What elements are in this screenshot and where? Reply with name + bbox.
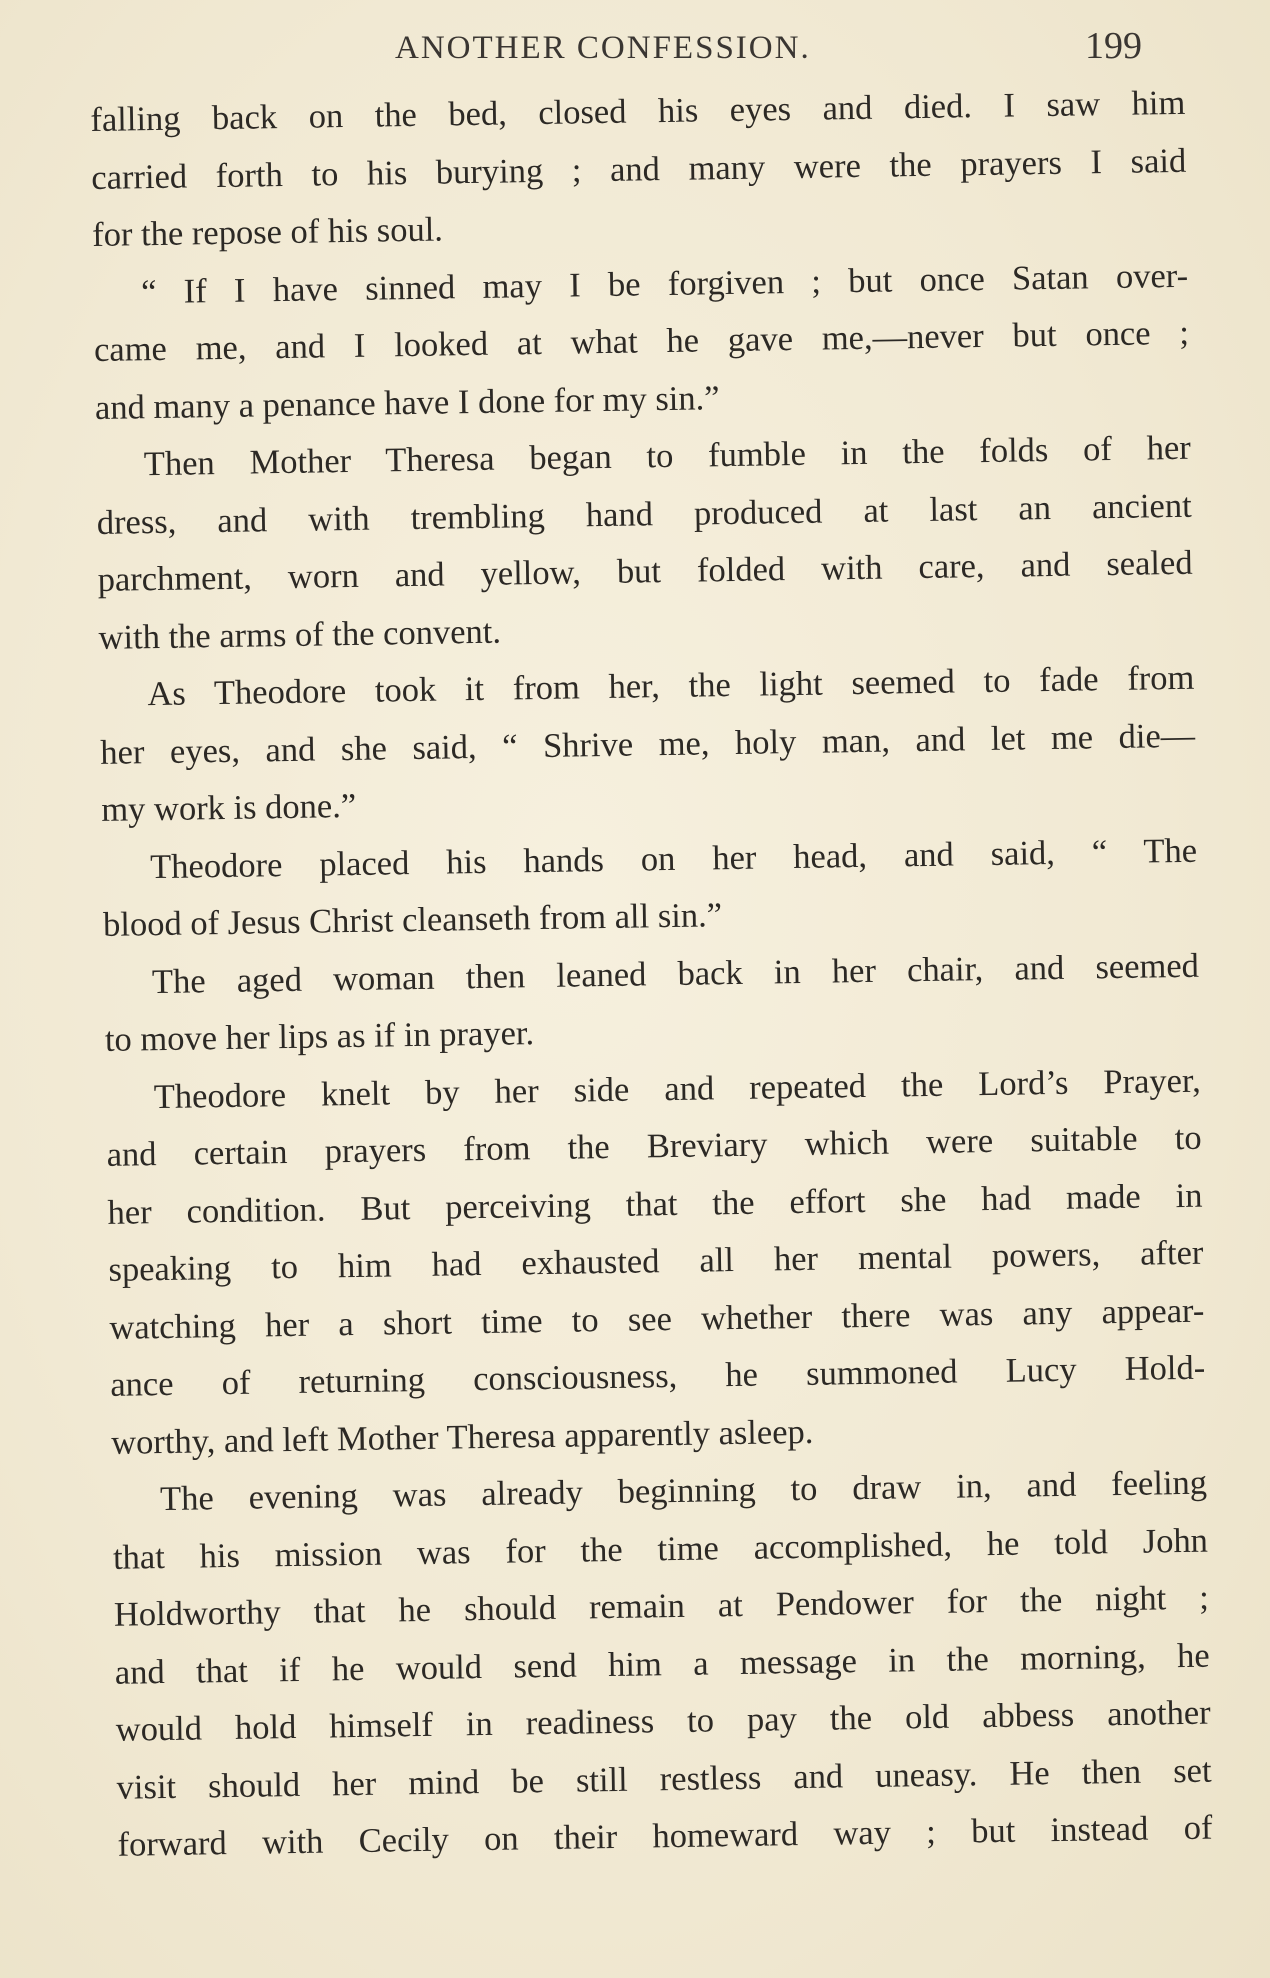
text-line: worthy, and left Mother Theresa apparently asleep.	[110, 1412, 814, 1462]
body-text	[90, 75, 1213, 1874]
text-line: and many a penance have I done for my sin.”	[94, 378, 720, 427]
text-line: my work is done.”	[100, 786, 357, 829]
text-line: blood of Jesus Christ cleanseth from all sin.”	[102, 896, 723, 944]
text-line: with the arms of the convent.	[98, 612, 502, 657]
text-line: speaking to him had exhausted all her mental powers, after	[108, 1233, 1204, 1289]
text-line: ance of returning consciousness, he summoned Lucy Hold-	[110, 1348, 1206, 1404]
text-line: and that if he would send him a message in the morning, he	[114, 1636, 1210, 1692]
text-line: falling back on the bed, closed his eyes and died. I saw him	[90, 83, 1186, 139]
page-number: 199	[1085, 25, 1142, 67]
text-line: “ If I have sinned may I be forgiven ; but once Satan over-	[140, 256, 1189, 311]
text-line: As Theodore took it from her, the light seemed to fade from	[147, 658, 1195, 714]
text-line: parchment, worn and yellow, but folded with care, and sealed	[97, 543, 1193, 599]
running-head: ANOTHER CONFESSION.	[395, 30, 811, 66]
text-line: her eyes, and she said, “ Shrive me, holy man, and let me die—	[100, 716, 1196, 772]
text-line: would hold himself in readiness to pay the old abbess another	[115, 1693, 1211, 1749]
text-line: her condition. But perceiving that the effort she had made in	[107, 1176, 1203, 1232]
text-line: Theodore placed his hands on her head, and said, “ The	[149, 831, 1198, 886]
text-line: and certain prayers from the Breviary which were suitable to	[106, 1118, 1202, 1174]
page-header	[0, 24, 1270, 74]
text-line: The evening was already beginning to draw in, and feeling	[159, 1463, 1208, 1519]
text-line: to move her lips as if in prayer.	[104, 1014, 535, 1059]
text-line: visit should her mind be still restless and uneasy. He then set	[116, 1751, 1212, 1807]
text-line: Then Mother Theresa began to fumble in the folds of her	[143, 428, 1192, 484]
text-line: carried forth to his burying ; and many were the prayers I said	[91, 141, 1187, 197]
text-line: The aged woman then leaned back in her chair, and seemed	[151, 946, 1200, 1001]
text-line: Holdworthy that he should remain at Pendower for the night ;	[113, 1578, 1210, 1634]
text-line: dress, and with trembling hand produced at last an ancient	[96, 486, 1192, 542]
text-line: came me, and I looked at what he gave me,—never but once ;	[93, 313, 1190, 369]
text-line: that his mission was for the time accomplished, he told John	[112, 1521, 1209, 1577]
text-line: for the repose of his soul.	[91, 210, 444, 254]
text-line: forward with Cecily on their homeward way ; but instead of	[117, 1808, 1213, 1864]
text-line: Theodore knelt by her side and repeated the Lord’s Prayer,	[153, 1061, 1201, 1116]
text-line: watching her a short time to see whether there was any appear-	[109, 1291, 1205, 1347]
